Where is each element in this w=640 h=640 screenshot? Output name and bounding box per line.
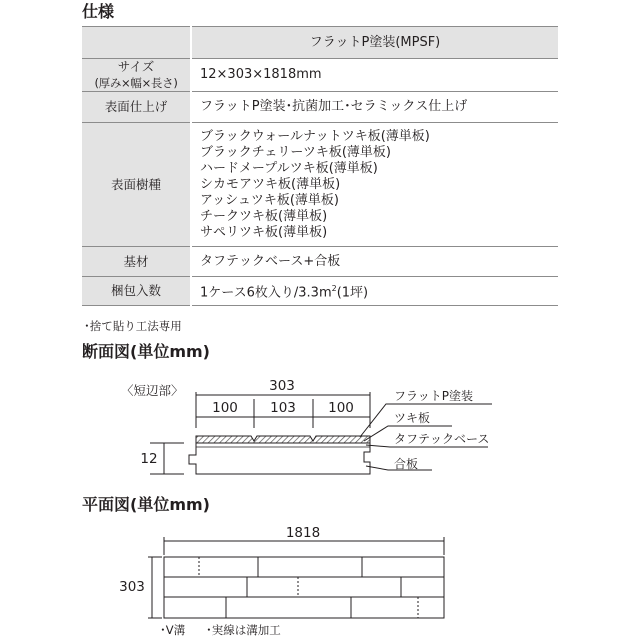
plan-legend-vgroove: ･V溝 [160,623,186,637]
section-veneer-layer [196,436,370,443]
section-width-2: 103 [270,400,296,416]
plan-board [164,557,444,618]
section-edge-label: 〈短辺部〉 [121,383,184,398]
spec-label-packing: 梱包入数 [82,277,191,306]
section-board [189,436,370,474]
plan-length: 1818 [285,525,321,541]
species-item: チークツキ板(薄単板) [200,208,328,224]
species-item: ハードメープルツキ板(薄単板) [200,160,378,176]
section-plywood [189,443,370,474]
section-title: 断面図(単位mm) [82,342,210,361]
spec-title: 仕様 [82,2,115,21]
packing-value-main: 1ケース6枚入り/3.3m [200,285,332,301]
spec-label-base: 基材 [82,247,191,277]
spec-value-base: タフテックベース+合板 [191,247,558,277]
section-width-3: 100 [328,400,354,416]
section-layer-coating: フラットP塗装 [394,389,473,403]
spec-label-size-sub: (厚み×幅×長さ) [94,76,178,90]
plan-outline [164,557,444,618]
packing-value-sup: 2 [331,283,337,293]
spec-value-size: 12×303×1818mm [191,59,558,92]
spec-label-finish: 表面仕上げ [82,92,191,123]
spec-note: ･捨て貼り工法専用 [84,319,182,333]
species-item: アッシュツキ板(薄単板) [200,192,339,208]
section-width-1: 100 [212,400,238,416]
section-layer-veneer: ツキ板 [394,411,431,425]
spec-product-name: フラットP塗装(MPSF) [191,27,558,59]
spec-value-finish: フラットP塗装･抗菌加工･セラミックス仕上げ [191,92,558,123]
plan-legend-solid: ･実線は溝加工 [206,623,281,637]
section-layer-plywood: 合板 [394,457,419,471]
species-item: サペリツキ板(薄単板) [200,224,328,240]
species-item: ブラックウォールナットツキ板(薄単板) [200,128,430,144]
spec-label-size-main: サイズ [117,59,155,74]
section-thickness: 12 [140,451,158,467]
packing-value-suffix: (1坪) [336,285,369,301]
species-item: ブラックチェリーツキ板(薄単板) [200,144,391,160]
spec-label-species: 表面樹種 [82,123,191,247]
plan-title: 平面図(単位mm) [82,495,210,514]
section-total-width: 303 [269,378,295,394]
plan-width: 303 [119,579,145,595]
species-item: シカモアツキ板(薄単板) [200,176,341,192]
section-layer-base: タフテックベース [394,432,490,446]
